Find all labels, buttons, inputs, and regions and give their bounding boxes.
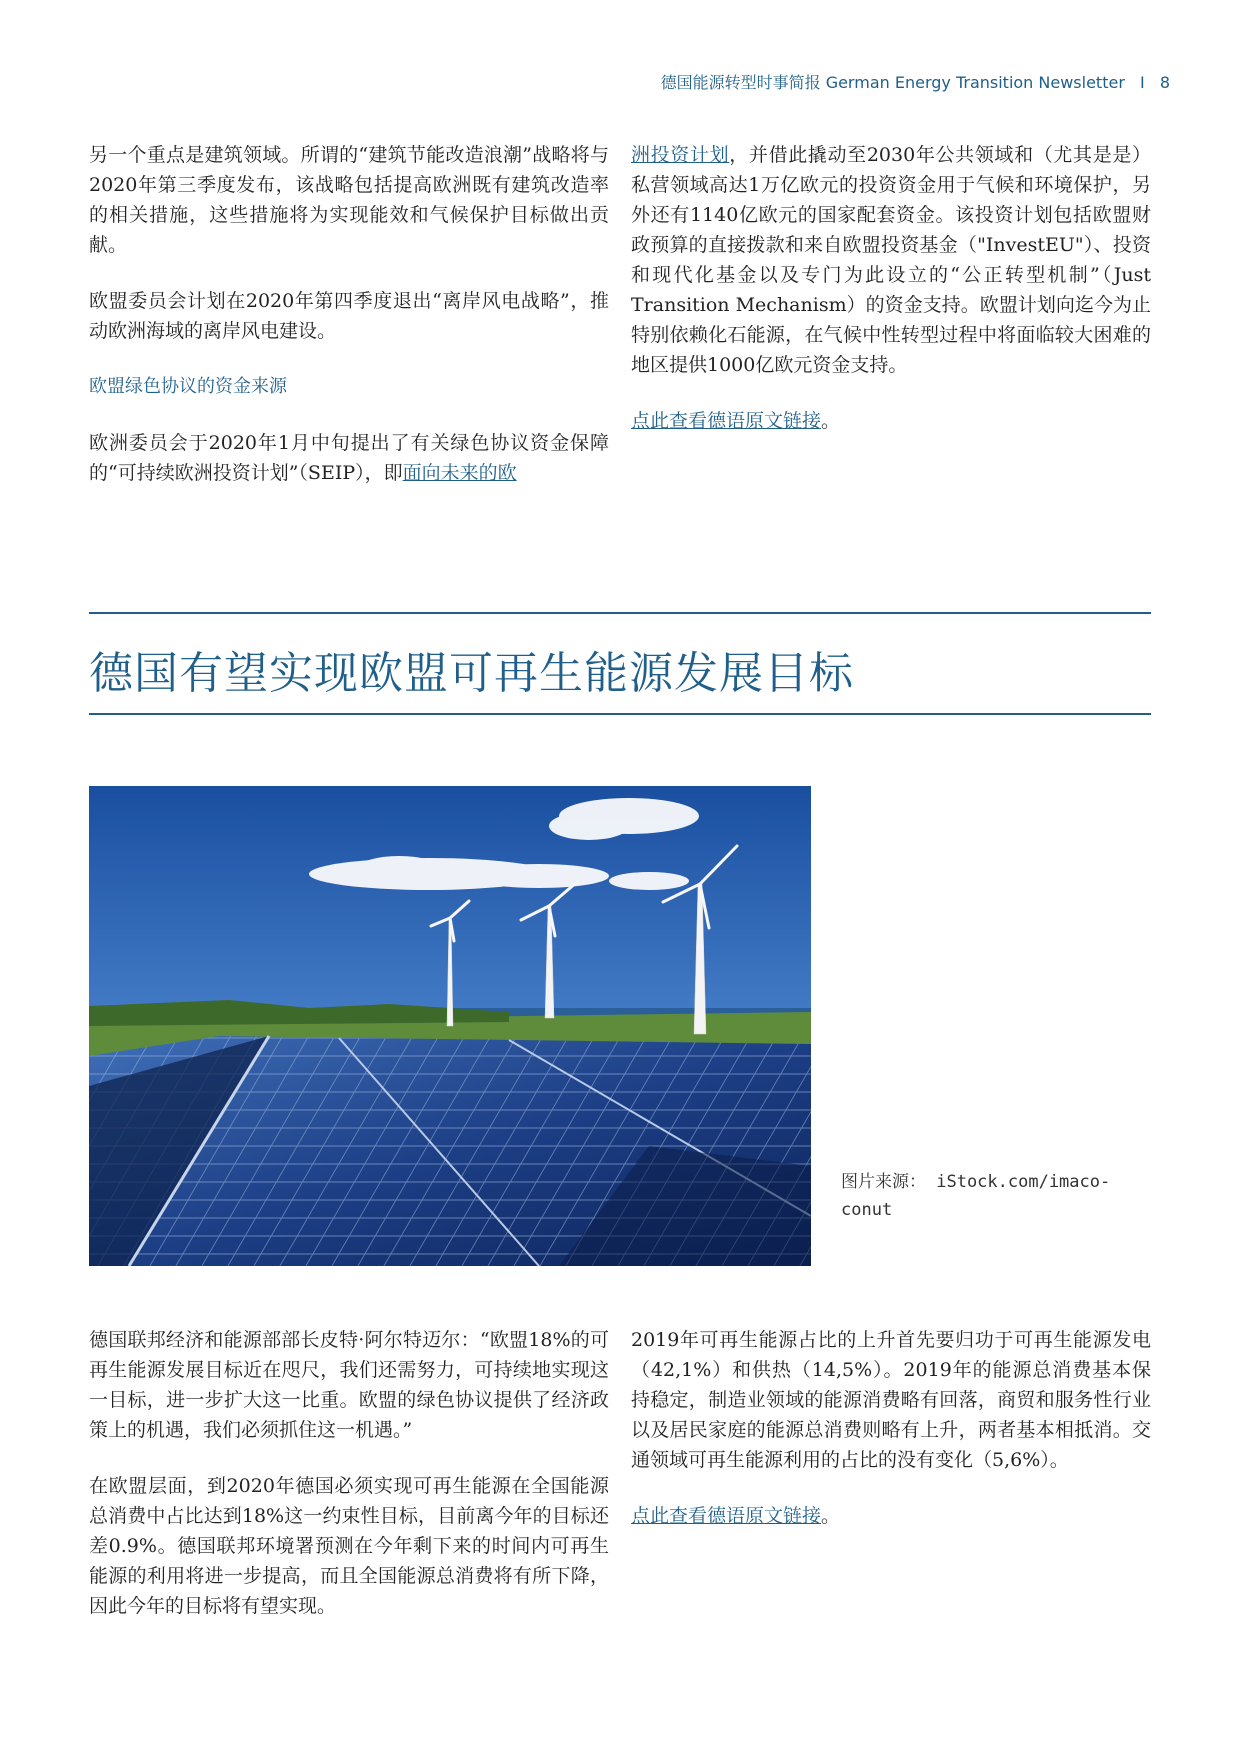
paragraph-investment bbox=[631, 140, 1151, 380]
section-title: 德国有望实现欧盟可再生能源发展目标 bbox=[89, 648, 854, 699]
page-header bbox=[661, 70, 1170, 93]
paragraph-eu-target: 在欧盟层面，到2020年德国必须实现可再生能源在全国能源总消费中占比达到18%这一约束性目标，目前离今年的目标还差0.9%。德国联邦环境署预测在今年剩下来的时间内可再生能源的利用将进一步提高，而且全国能源总消费将有所下降，因此今年的目标将有望实现。 bbox=[89, 1475, 609, 1617]
link-suffix-top: 。 bbox=[821, 410, 841, 432]
solar-wind-photo bbox=[89, 786, 811, 1266]
paragraph-investment-text: ，并借此撬动至2030年公共领域和（尤其是是）私营领域高达1万亿欧元的投资资金用于气候和环境保护，另外还有1140亿欧元的国家配套资金。该投资计划包括欧盟财政预算的直接拨款和来自欧盟投资基金（"InvestEU"）、投资和现代化基金以及专门为此设立的“公正转型机制”（Just Transition Mechanism）的资金支持。欧盟计划向迄今为止特别依赖化石能源，在气候中性转型过程中将面临较大困难的地区提供1000亿欧元资金支持。 bbox=[631, 144, 1151, 376]
header-title-cn: 德国能源转型时事简报 bbox=[660, 73, 821, 92]
paragraph-seip-text: 欧洲委员会于2020年1月中旬提出了有关绿色协议资金保障的“可持续欧洲投资计划”（SEIP），即 bbox=[89, 432, 609, 484]
link-suffix-bottom: 。 bbox=[821, 1505, 841, 1527]
paragraph-building: 另一个重点是建筑领域。所谓的“建筑节能改造浪潮”战略将与2020年第三季度发布，该战略包括提高欧洲既有建筑改造率的相关措施，这些措施将为实现能效和气候保护目标做出贡献。 bbox=[89, 144, 609, 256]
header-title-en: German Energy Transition Newsletter bbox=[825, 73, 1125, 92]
paragraph-seip bbox=[89, 428, 609, 488]
image-caption: 图片来源： iStock.com/imaco-conut bbox=[841, 1172, 1111, 1220]
paragraph-2019-share: 2019年可再生能源占比的上升首先要归功于可再生能源发电（42,1%）和供热（14,5%）。2019年的能源总消费基本保持稳定，制造业领域的能源消费略有回落，商贸和服务性行业以及居民家庭的能源总消费则略有上升，两者基本相抵消。交通领域可再生能源利用的占比的没有变化（5,6%）。 bbox=[631, 1329, 1151, 1471]
paragraph-altmaier-quote: 德国联邦经济和能源部部长皮特·阿尔特迈尔：“欧盟18%的可再生能源发展目标近在咫尺，我们还需努力，可持续地实现这一目标，进一步扩大这一比重。欧盟的绿色协议提供了经济政策上的机遇，我们必须抓住这一机遇。” bbox=[89, 1329, 609, 1441]
paragraph-source-link-bottom bbox=[631, 1501, 1151, 1531]
future-investment-link-part2[interactable]: 洲投资计划 bbox=[631, 144, 730, 166]
paragraph-offshore-wind: 欧盟委员会计划在2020年第四季度退出“离岸风电战略”，推动欧洲海域的离岸风电建设。 bbox=[89, 290, 609, 342]
top-left-column bbox=[89, 140, 609, 514]
header-separator: I bbox=[1140, 73, 1145, 92]
subheading-funding: 欧盟绿色协议的资金来源 bbox=[89, 376, 287, 397]
section-rule-bottom bbox=[89, 713, 1151, 715]
bottom-right-column bbox=[631, 1325, 1151, 1557]
paragraph-source-link-top bbox=[631, 406, 1151, 436]
top-right-column bbox=[631, 140, 1151, 462]
page-number: 8 bbox=[1159, 73, 1170, 92]
german-original-link-top[interactable]: 点此查看德语原文链接 bbox=[631, 410, 822, 432]
bottom-left-column bbox=[89, 1325, 609, 1647]
future-investment-link-part1[interactable]: 面向未来的欧 bbox=[402, 462, 517, 484]
section-rule-top bbox=[89, 612, 1151, 614]
german-original-link-bottom[interactable]: 点此查看德语原文链接 bbox=[631, 1505, 822, 1527]
